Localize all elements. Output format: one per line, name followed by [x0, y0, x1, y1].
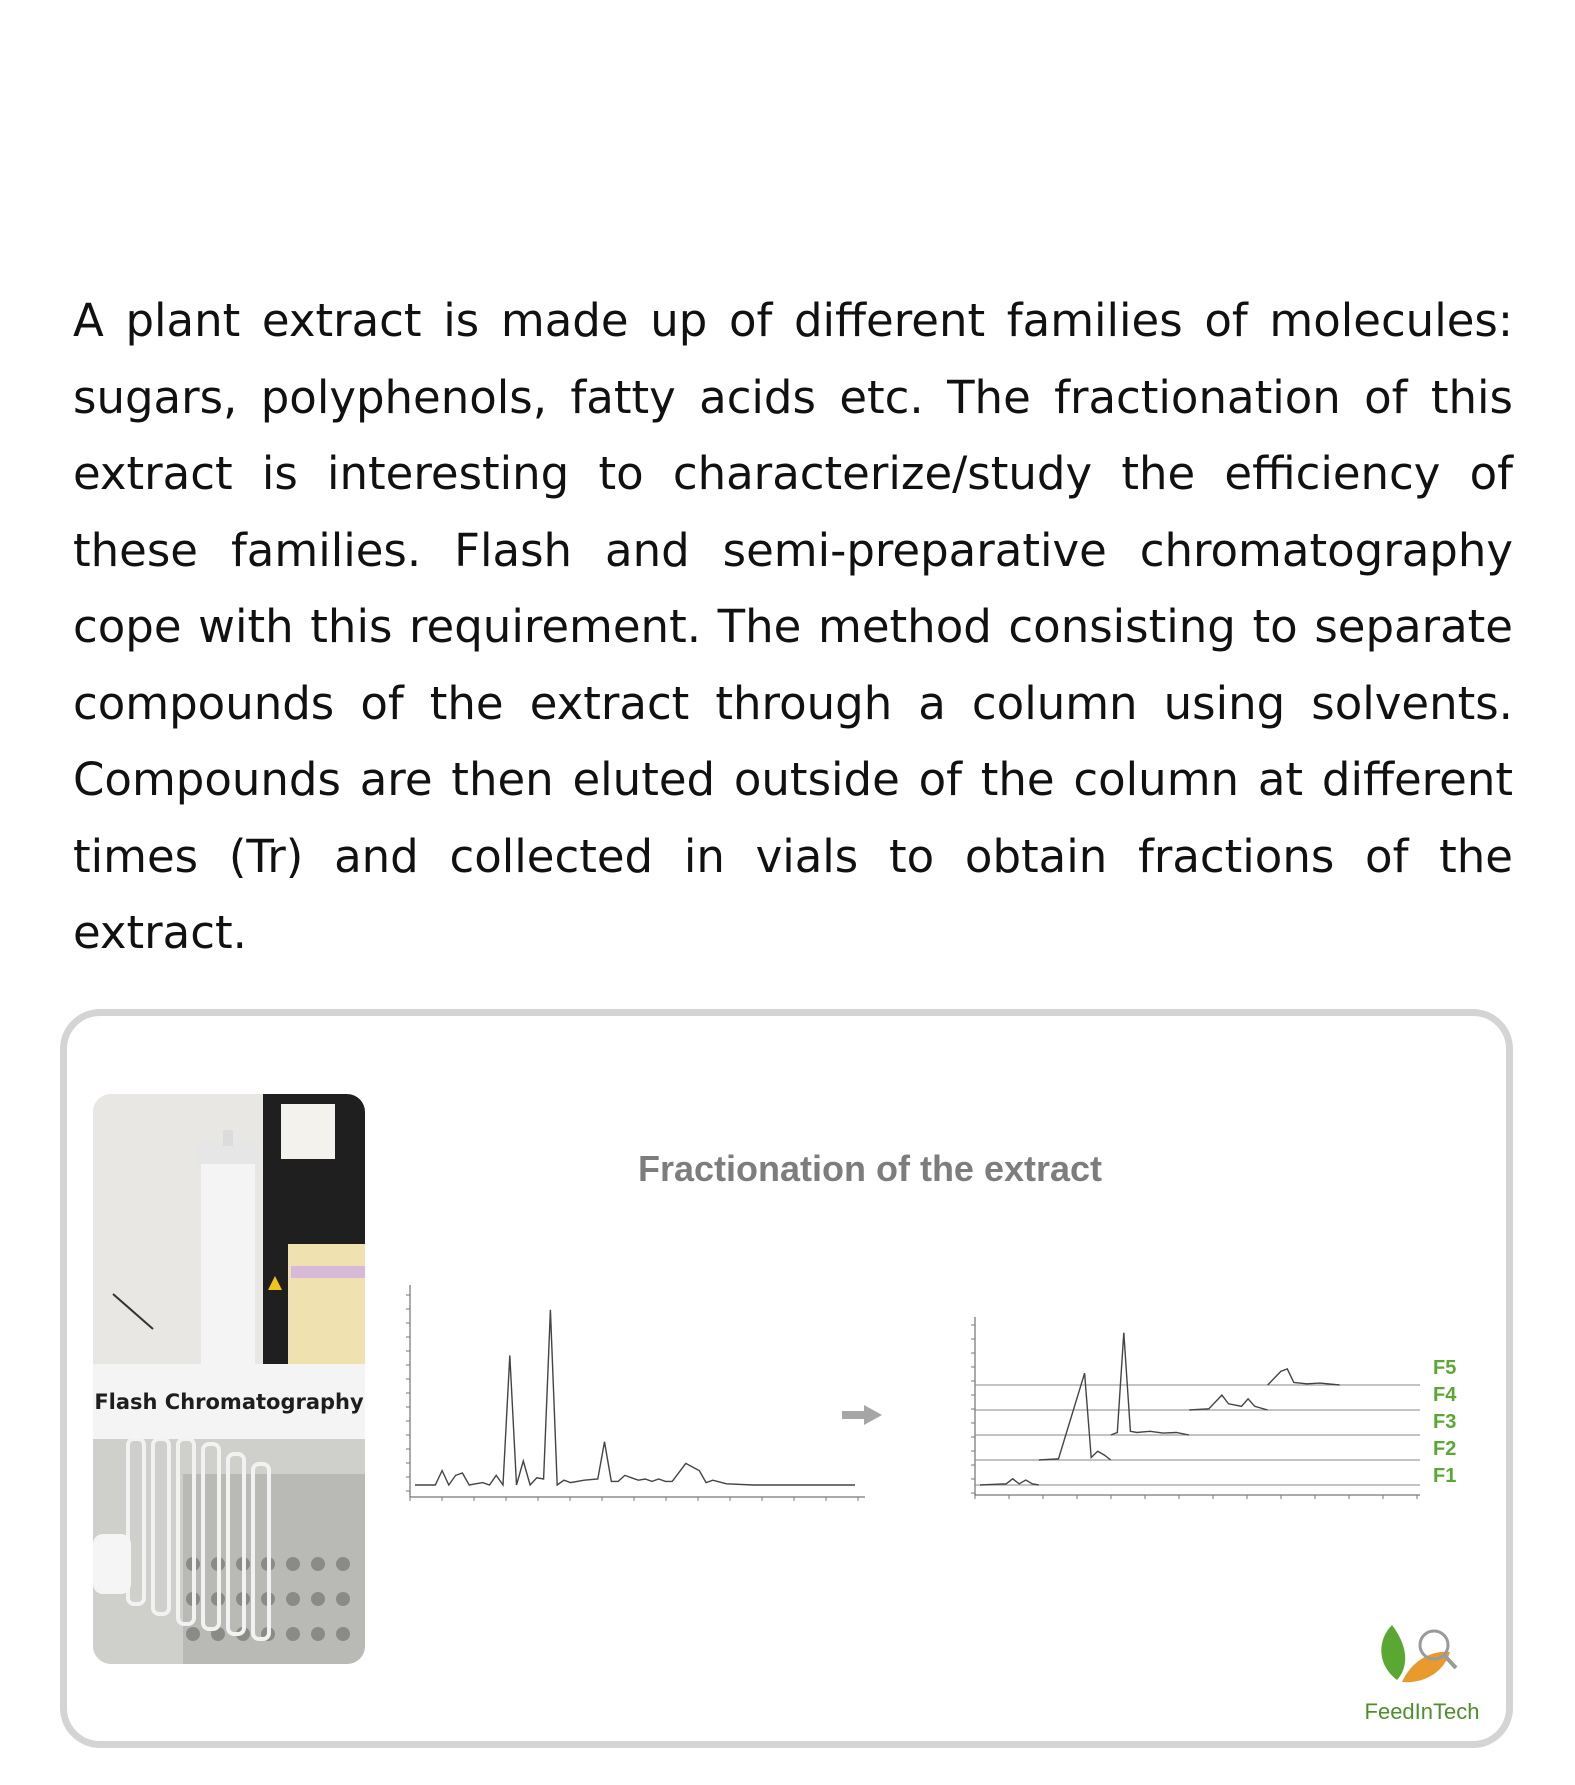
leaf-magnifier-icon: [1352, 1610, 1492, 1695]
fraction-label-f1: F1: [1433, 1465, 1457, 1487]
chart-title: Fractionation of the extract: [637, 1148, 1103, 1189]
chromatogram-trace: [415, 1310, 855, 1485]
fraction-trace-f3: [1111, 1333, 1189, 1435]
fraction-label-f5: F5: [1433, 1357, 1457, 1379]
fraction-trace-f1: [980, 1479, 1039, 1485]
fraction-label-f2: F2: [1433, 1438, 1457, 1460]
photo-caption: Flash Chromatography: [93, 1364, 365, 1439]
fraction-trace-f5: [1268, 1369, 1340, 1385]
logo-text: FeedInTech: [1364, 1699, 1480, 1724]
arrow-right-icon: [842, 1405, 882, 1425]
fraction-trace-f4: [1189, 1395, 1268, 1410]
fractions-chromatogram: [960, 1265, 1430, 1515]
feedintech-logo: [1352, 1610, 1492, 1725]
intro-paragraph: A plant extract is made up of different families of molecules: sugars, polyphenols, fatty acids etc. The fractionation of this extract is interesting to characterize/study the efficiency of these families. Flash and semi-preparative chromatography cope with this requirement. The method consisting to separate compounds of the extract through a column using solvents. Compounds are then eluted outside of the column at different times (Tr) and collected in vials to obtain fractions of the extract.: [73, 294, 1513, 959]
fraction-trace-f2: [1039, 1373, 1111, 1460]
fraction-label-f4: F4: [1433, 1384, 1457, 1406]
fraction-label-f3: F3: [1433, 1411, 1457, 1433]
full-extract-chromatogram: [395, 1285, 875, 1520]
flash-chromatography-photo: [93, 1094, 365, 1664]
